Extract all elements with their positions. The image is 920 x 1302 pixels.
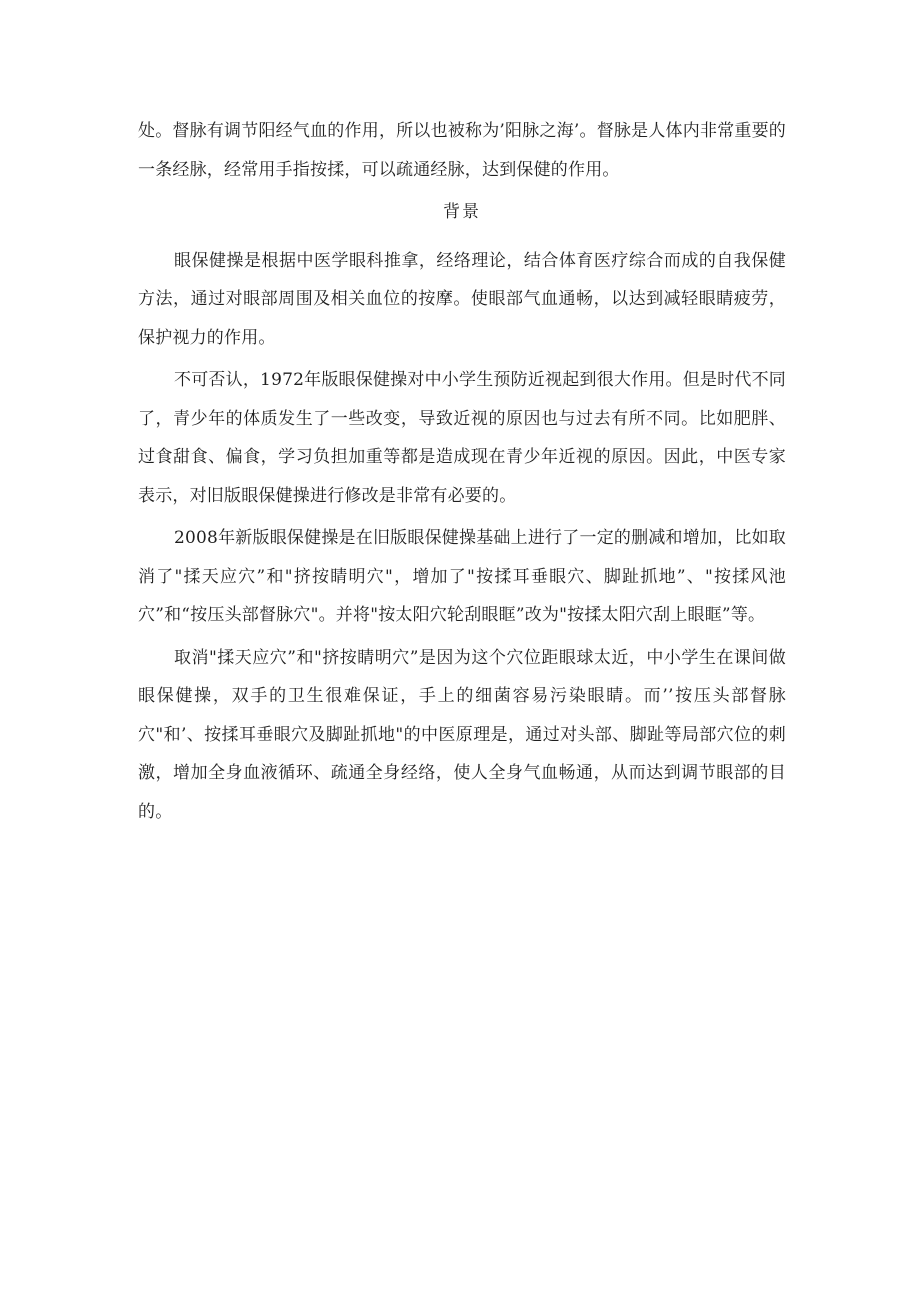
intro-paragraph: 处。督脉有调节阳经气血的作用，所以也被称为’阳脉之海’。督脉是人体内非常重要的一条经脉，经常用手指按揉，可以疏通经脉，达到保健的作用。 bbox=[138, 121, 786, 180]
paragraph-2: 不可否认，1972年版眼保健操对中小学生预防近视起到很大作用。但是时代不同了，青少年的体质发生了一些改变，导致近视的原因也与过去有所不同。比如肥胖、过食甜食、偏食，学习负担加重等都是造成现在青少年近视的原因。因此，中医专家表示，对旧版眼保健操进行修改是非常有必要的。 bbox=[138, 370, 786, 506]
section-heading: 背景 bbox=[443, 202, 481, 222]
paragraph-4: 取消"揉天应穴”和"挤按睛明穴”是因为这个穴位距眼球太近，中小学生在课间做眼保健操，双手的卫生很难保证，手上的细菌容易污染眼睛。而’’按压头部督脉穴"和’、按揉耳垂眼穴及脚趾抓地"的中医原理是，通过对头部、脚趾等局部穴位的刺激，增加全身血液循环、疏通全身经络，使人全身气血畅通，从而达到调节眼部的目的。 bbox=[138, 647, 786, 822]
paragraph-3: 2008年新版眼保健操是在旧版眼保健操基础上进行了一定的删减和增加，比如取消了"揉天应穴”和"挤按睛明穴"，增加了"按揉耳垂眼穴、脚趾抓地”、"按揉风池穴”和“按压头部督脉穴"。并将"按太阳穴轮刮眼眶”改为"按揉太阳穴刮上眼眶”等。 bbox=[138, 528, 786, 625]
paragraph-1: 眼保健操是根据中医学眼科推拿，经络理论，结合体育医疗综合而成的自我保健方法，通过对眼部周围及相关血位的按摩。使眼部气血通畅，以达到减轻眼睛疲劳，保护视力的作用。 bbox=[138, 250, 786, 348]
document-body bbox=[138, 112, 786, 831]
